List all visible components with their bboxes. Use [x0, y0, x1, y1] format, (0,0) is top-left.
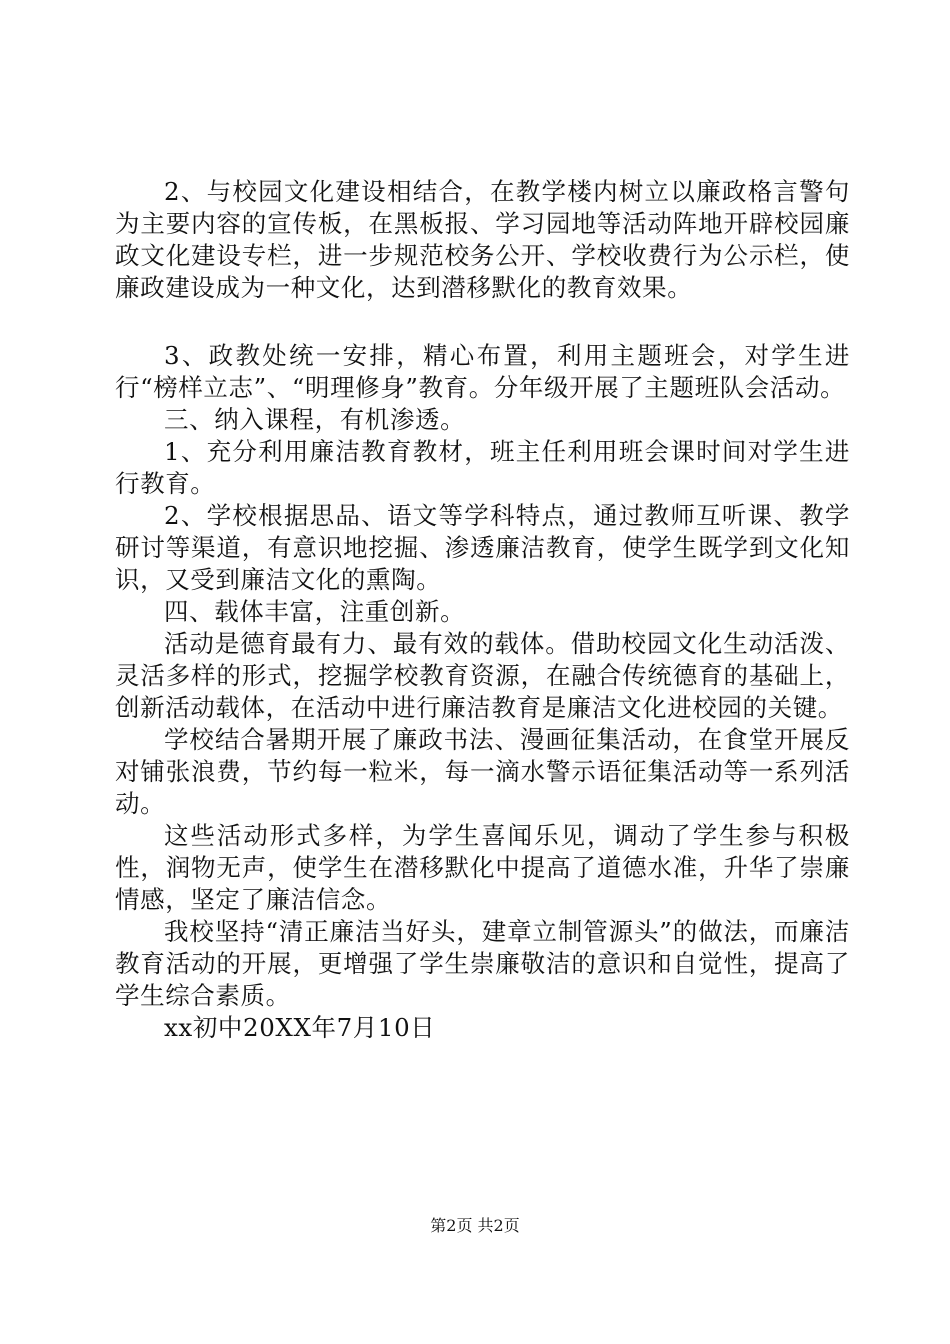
paragraph-activity-effects: 这些活动形式多样，为学生喜闻乐见，调动了学生参与积极性，润物无声，使学生在潜移默化中提高了道德水准，升华了崇廉情感，坚定了廉洁信念。 [115, 821, 850, 914]
paragraph-campus-culture: 2、与校园文化建设相结合，在教学楼内树立以廉政格言警句为主要内容的宣传板，在黑板报、学习园地等活动阵地开辟校园廉政文化建设专栏，进一步规范校务公开、学校收费行为公示栏，使廉政建设成为一种文化，达到潜移默化的教育效果。 [115, 177, 850, 302]
paragraph-summer-activities: 学校结合暑期开展了廉政书法、漫画征集活动，在食堂开展反对铺张浪费，节约每一粒米，每一滴水警示语征集活动等一系列活动。 [115, 725, 850, 818]
signature-date: xx初中20XX年7月10日 [164, 1013, 436, 1042]
paragraph-teaching-materials: 1、充分利用廉洁教育教材，班主任利用班会课时间对学生进行教育。 [115, 437, 850, 498]
section-heading-curriculum: 三、纳入课程，有机渗透。 [164, 405, 466, 434]
paragraph-gap [115, 304, 850, 340]
paragraph-subject-integration: 2、学校根据思品、语文等学科特点，通过教师互听课、教学研讨等渠道，有意识地挖掘、渗透廉洁教育，使学生既学到文化知识，又受到廉洁文化的熏陶。 [115, 501, 850, 594]
section-heading-innovation: 四、载体丰富，注重创新。 [164, 597, 466, 626]
paragraph-conclusion: 我校坚持“清正廉洁当好头，建章立制管源头”的做法，而廉洁教育活动的开展，更增强了学生崇廉敬洁的意识和自觉性，提高了学生综合素质。 [115, 917, 850, 1010]
paragraph-class-meeting: 3、政教处统一安排，精心布置，利用主题班会，对学生进行“榜样立志”、“明理修身”教育。分年级开展了主题班队会活动。 [115, 341, 850, 402]
paragraph-activities-carrier: 活动是德育最有力、最有效的载体。借助校园文化生动活泼、灵活多样的形式，挖掘学校教育资源，在融合传统德育的基础上，创新活动载体，在活动中进行廉洁教育是廉洁文化进校园的关键。 [115, 629, 850, 722]
page-footer: 第2页 共2页 [430, 1216, 520, 1235]
document-body [115, 176, 850, 1044]
